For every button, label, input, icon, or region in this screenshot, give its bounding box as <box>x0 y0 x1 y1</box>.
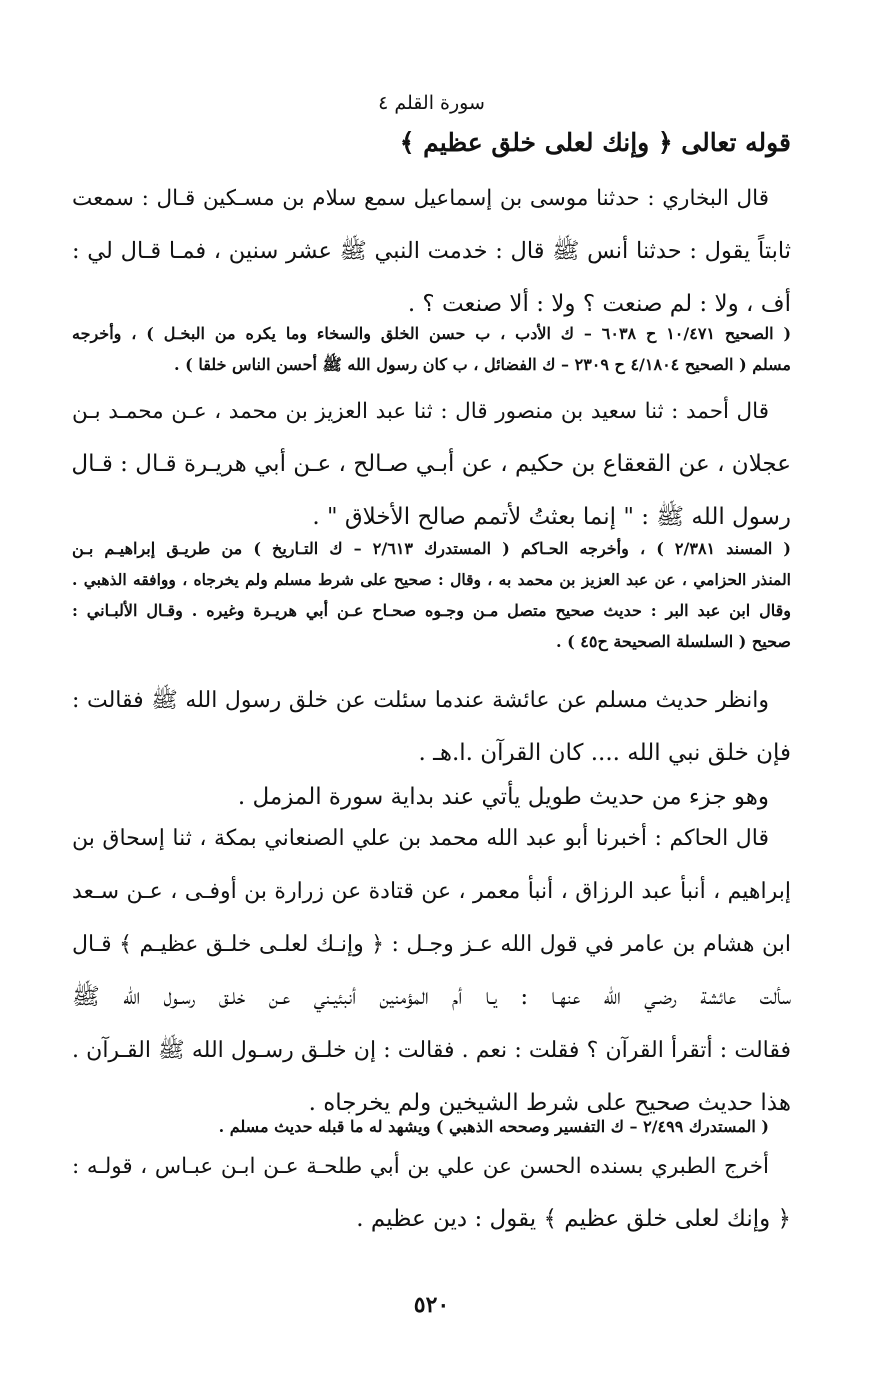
note-line: المنذر الحزامي ، عن عبد العزيز بن محمد به ، وقال : صحيح على شرط مسلم ولم يخرجاه ، ووافقه الذهبي . <box>72 570 791 589</box>
footnote-bukhari <box>72 318 791 380</box>
text-line: وهو جزء من حديث طويل يأتي عند بداية سورة المزمل . <box>237 784 769 810</box>
footnote-ahmad <box>72 533 791 657</box>
text-line: إبراهيم ، أنبأ عبد الرزاق ، أنبأ معمر ، عن قتادة عن زرارة بن أوفـى ، عـن سـعد <box>72 879 791 904</box>
text-line: فإن خلق نبي الله .... كان القرآن .ا.هـ . <box>418 740 791 766</box>
text-line: قال أحمد : ثنا سعيد بن منصور قال : ثنا عبد العزيز بن محمد ، عـن محمـد بـن <box>72 399 769 424</box>
footnote-hakim <box>72 1111 791 1142</box>
note-line: مسلم ( الصحيح ٤/١٨٠٤ ح ٢٣٠٩ – ك الفضائل ، ب كان رسول الله ﷺ أحسن الناس خلقا ) . <box>174 355 791 374</box>
text-line: أخرج الطبري بسنده الحسن عن علي بن أبي طلحـة عـن ابـن عبـاس ، قولـه : <box>72 1154 769 1179</box>
text-line: عجلان ، عن القعقاع بن حكيم ، عن أبـي صـالح ، عـن أبي هريـرة قـال : قـال <box>71 451 791 477</box>
running-header: سورة القلم ٤ <box>378 92 485 114</box>
paragraph-muslim-reference <box>72 674 791 780</box>
text-line: ﴿ وإنك لعلى خلق عظيم ﴾ يقول : دين عظيم . <box>356 1206 791 1232</box>
note-line: ( الصحيح ١٠/٤٧١ ح ٦٠٣٨ – ك الأدب ، ب حسن الخلق والسخاء وما يكره من البخـل ) ، وأخرجه <box>72 324 792 343</box>
paragraph-hakim <box>72 812 791 1130</box>
page-number: ٥٢٠ <box>413 1292 450 1318</box>
text-line: رسول الله ﷺ : " إنما بعثتُ لأتمم صالح الأخلاق " . <box>312 504 791 530</box>
text-line: قال الحاكم : أخبرنا أبو عبد الله محمد بن علي الصنعاني بمكة ، ثنا إسحاق بن <box>72 826 769 851</box>
text-line: ابن هشام بن عامر في قول الله عـز وجـل : ﴿ وإنـك لعلـى خلـق عظيـم ﴾ قـال <box>72 932 791 957</box>
text-line: هذا حديث صحيح على شرط الشيخين ولم يخرجاه . <box>308 1090 791 1116</box>
text-line: سألت عائشة رضـي الله عنهـا : يـا أم المؤمنين أنبئيـني عـن خلـق رسـول الله ﷺ <box>72 984 791 1010</box>
text-line: قال البخاري : حدثنا موسى بن إسماعيل سمع سلام بن مسـكين قـال : سمعت <box>72 186 769 211</box>
note-line: ( المسند ٢/٣٨١ ) ، وأخرجه الحـاكم ( المستدرك ٢/٦١٣ – ك التـاريخ ) من طريـق إبراهيـم بـن <box>72 539 792 558</box>
text-line: وانظر حديث مسلم عن عائشة عندما سئلت عن خلق رسول الله ﷺ فقالت : <box>72 688 770 713</box>
text-line: فقالت : أتقرأ القرآن ؟ فقلت : نعم . فقالت : إن خلـق رسـول الله ﷺ القـرآن . <box>72 1038 791 1063</box>
note-line: وقال ابن عبد البر : حديث صحيح متصل مـن وجـوه صحـاح عـن أبي هريـرة وغيره . وقـال الألبـاني : <box>72 601 791 620</box>
note-line: صحيح ( السلسلة الصحيحة ح٤٥ ) . <box>555 632 791 651</box>
paragraph-bukhari <box>72 172 791 331</box>
note-line: ( المستدرك ٢/٤٩٩ – ك التفسير وصححه الذهبي ) ويشهد له ما قبله حديث مسلم . <box>218 1117 769 1136</box>
text-line: ثابتاً يقول : حدثنا أنس ﷺ قال : خدمت النبي ﷺ عشر سنين ، فمـا قـال لي : <box>72 238 791 264</box>
paragraph-tabari <box>72 1140 791 1246</box>
book-page <box>72 0 791 1382</box>
section-heading: قوله تعالى ﴿ وإنك لعلى خلق عظيم ﴾ <box>399 128 791 157</box>
text-line: أف ، ولا : لم صنعت ؟ ولا : ألا صنعت ؟ . <box>407 291 791 317</box>
paragraph-ahmad <box>72 385 791 544</box>
